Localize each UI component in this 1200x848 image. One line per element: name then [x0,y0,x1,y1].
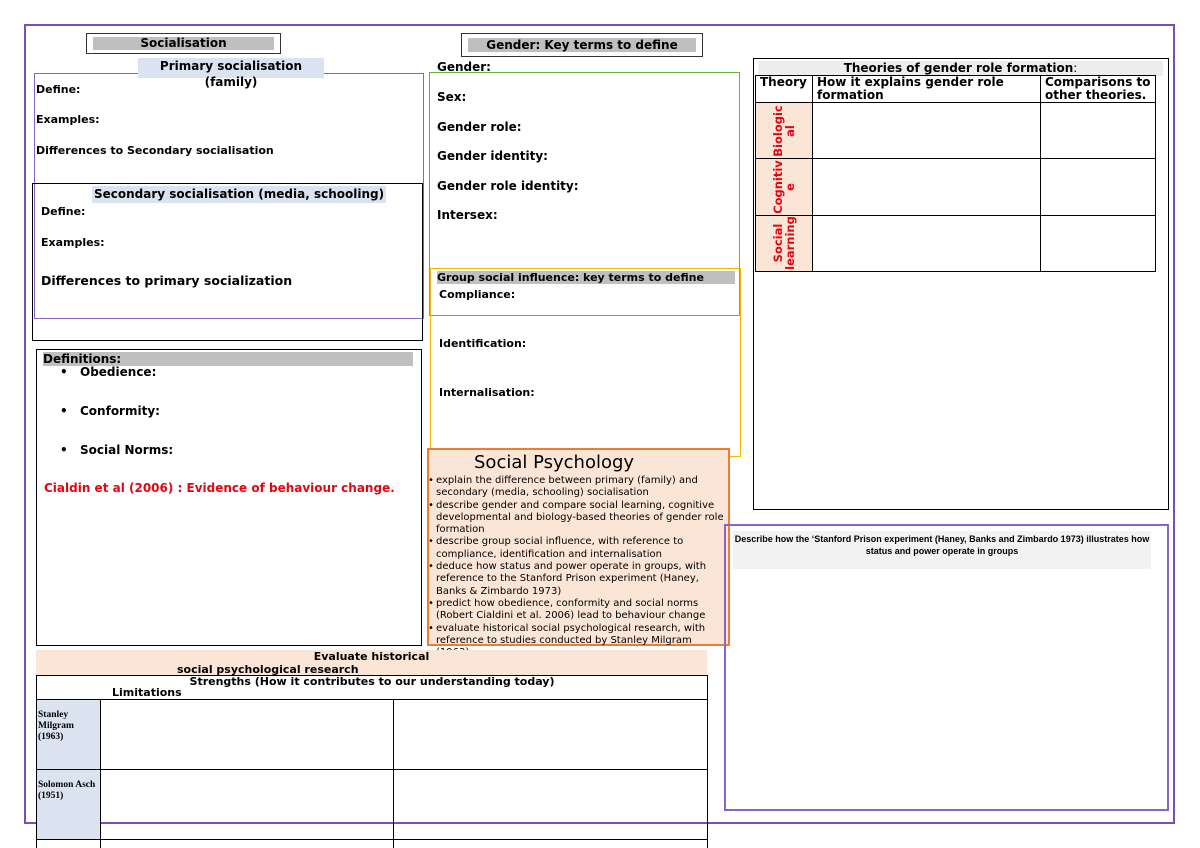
list-item: • explain the difference between primary (family) and secondary (media, schooling) socialisation [428,475,728,500]
list-item: • evaluate historical social psychological research, with reference to studies conducted by Stanley Milgram [428,623,728,660]
socialisation-header [86,33,281,54]
definitions-box [36,349,422,646]
gender-term: Gender role identity: [437,179,579,193]
group-term-compliance: Compliance: [439,288,516,301]
answer-cell[interactable] [1041,215,1156,271]
theory-label-biological: Biologic al [756,103,813,159]
gender-term: Intersex: [437,208,498,222]
limitations-cell[interactable] [394,700,708,770]
definition-obedience: • Obedience: [60,365,157,379]
strengths-header: Strengths (How it contributes to our understanding today) [189,675,555,688]
definition-conformity: • Conformity: [60,404,160,418]
answer-cell[interactable] [813,103,1041,159]
bullet-icon: • [60,443,68,457]
answer-cell[interactable] [1041,103,1156,159]
column-header: Comparisons to other theories. [1041,76,1156,103]
limitations-cell[interactable] [394,770,708,840]
study-label-milgram: Stanley Milgram (1963) [37,700,101,770]
table-row [37,700,708,770]
cialdini-heading: Cialdin et al (2006) : Evidence of behaviour change. [44,481,395,495]
answer-cell[interactable] [813,215,1041,271]
list-item: • predict how obedience, conformity and social norms (Robert Cialdini et al. 2006) lead to behaviour change [428,598,728,623]
table-row [37,840,708,848]
definition-social-norms: • Social Norms: [60,443,174,457]
evaluate-table [36,675,708,848]
primary-define-label: Define: [36,83,81,96]
list-item: • deduce how status and power operate in groups, with reference to the Stanford Prison experiment (Haney, Banks & Zimbardo 1973) [428,561,728,598]
table-header-row [37,676,708,700]
table-row [37,770,708,840]
table-header-row [756,76,1156,103]
primary-socialisation-title: Primary socialisation (family) [138,58,324,78]
theory-label-cognitive: Cognitiv e [756,159,813,215]
social-psychology-title: Social Psychology [474,452,635,473]
study-label-empty [37,840,101,848]
gender-term: Gender role: [437,120,522,134]
strengths-cell[interactable] [101,770,394,840]
bullet-icon: • [60,404,68,418]
bullet-icon: • [60,365,68,379]
evaluate-subtitle: social psychological research [177,663,359,676]
primary-differences-label: Differences to Secondary socialisation [36,144,274,157]
strengths-cell[interactable] [101,700,394,770]
answer-cell[interactable] [1041,159,1156,215]
gender-term: Sex: [437,90,467,104]
secondary-socialisation-title: Secondary socialisation (media, schooling) [94,187,385,201]
group-influence-title: Group social influence: key terms to define [437,271,735,284]
secondary-differences-label: Differences to primary socialization [41,273,293,288]
answer-cell[interactable] [813,159,1041,215]
secondary-socialisation-box [32,183,423,341]
evaluate-title: Evaluate historical [313,650,430,663]
list-item: • describe group social influence, with reference to compliance, identification and internalisation [428,536,728,561]
secondary-define-label: Define: [41,205,86,218]
column-header: How it explains gender role formation [813,76,1041,103]
study-label-asch: Solomon Asch (1951) [37,770,101,840]
strengths-cell[interactable] [101,840,394,848]
socialisation-title: Socialisation [93,37,274,50]
limitations-header: Limitations [112,686,182,699]
theories-title: Theories of gender role formation: [758,61,1163,76]
column-header: Theory [756,76,813,103]
list-item: • describe gender and compare social learning, cognitive developmental and biology-based theories of gender role formation [428,500,728,537]
theory-label-social-learning: Social learning [756,215,813,271]
definitions-title: Definitions: [43,352,413,366]
gender-term: Gender identity: [437,149,548,163]
table-row [756,159,1156,215]
gender-header [461,33,703,57]
secondary-examples-label: Examples: [41,236,105,249]
limitations-cell[interactable] [394,840,708,848]
gender-term: Gender: [437,60,491,74]
gender-title: Gender: Key terms to define [468,38,696,52]
group-term-internalisation: Internalisation: [439,386,535,399]
learning-objectives-list [428,475,728,659]
table-row [756,215,1156,271]
primary-examples-label: Examples: [36,113,100,126]
table-row [756,103,1156,159]
group-term-identification: Identification: [439,337,527,350]
theories-table [755,75,1156,272]
stanford-prompt: Describe how the ‘Stanford Prison experiment (Haney, Banks and Zimbardo 1973) illustrates how status and power operate in groups [733,531,1151,569]
evaluate-header-cell [37,676,708,700]
